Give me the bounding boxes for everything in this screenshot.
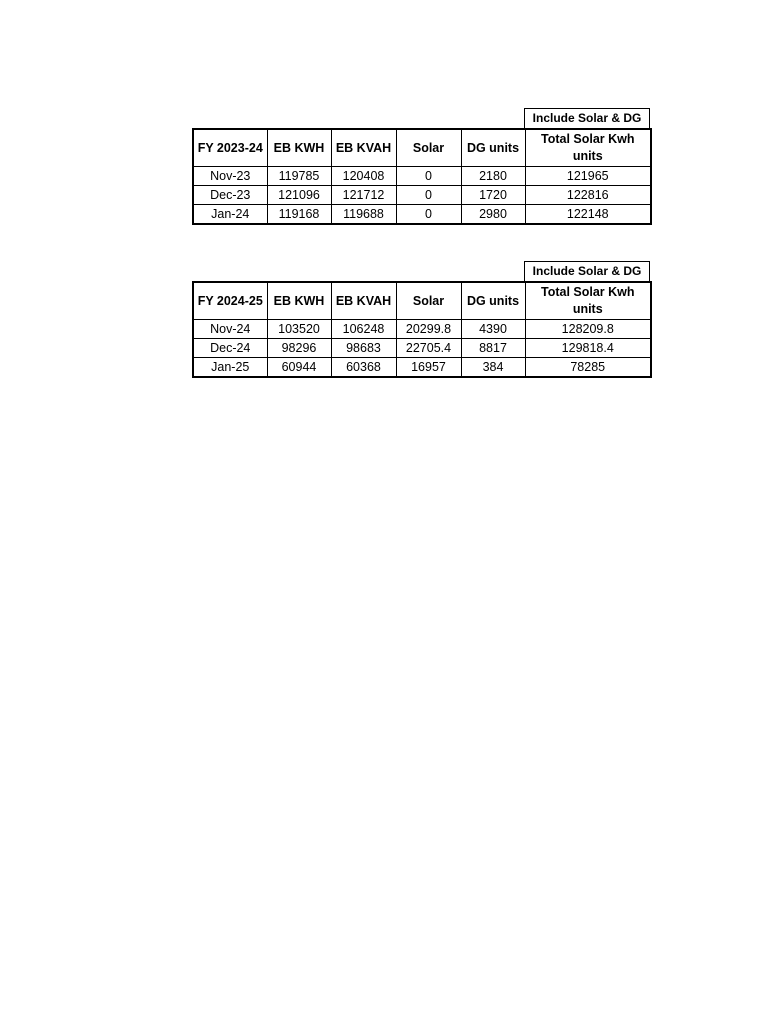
table-cell: 78285 [525,358,651,378]
table-cell: 20299.8 [396,320,461,339]
table-cell: 22705.4 [396,339,461,358]
header-row [193,129,651,167]
table-cell: 98683 [331,339,396,358]
table-row [193,320,651,339]
table-cell: Jan-24 [193,205,267,225]
table-cell: Dec-23 [193,186,267,205]
column-header-dg-units: DG units [461,129,525,167]
column-header-total: Total Solar Kwh units [525,282,651,320]
table-cell: Nov-23 [193,167,267,186]
table-row [193,339,651,358]
table-cell: 0 [396,186,461,205]
column-header-fy: FY 2023-24 [193,129,267,167]
table-cell: 2180 [461,167,525,186]
column-header-fy: FY 2024-25 [193,282,267,320]
energy-table-fy-2023-24 [192,108,650,225]
column-header-eb-kwh: EB KWH [267,129,331,167]
table-row [193,167,651,186]
table-cell: Jan-25 [193,358,267,378]
table-cell: 106248 [331,320,396,339]
column-header-dg-units: DG units [461,282,525,320]
column-header-eb-kvah: EB KVAH [331,282,396,320]
data-table [192,128,652,225]
table-cell: 119168 [267,205,331,225]
table-cell: 384 [461,358,525,378]
table-cell: 98296 [267,339,331,358]
include-solar-dg-header: Include Solar & DG [524,108,650,128]
table-cell: 128209.8 [525,320,651,339]
column-header-eb-kwh: EB KWH [267,282,331,320]
header-row [193,282,651,320]
include-header-row [192,108,650,128]
energy-table-fy-2024-25 [192,261,650,378]
table-cell: 119785 [267,167,331,186]
table-cell: 121712 [331,186,396,205]
table-cell: 8817 [461,339,525,358]
column-header-eb-kvah: EB KVAH [331,129,396,167]
table-cell: 2980 [461,205,525,225]
include-header-row [192,261,650,281]
table-row [193,186,651,205]
table-cell: 60368 [331,358,396,378]
include-solar-dg-header: Include Solar & DG [524,261,650,281]
table-cell: 119688 [331,205,396,225]
column-header-solar: Solar [396,129,461,167]
table-cell: Dec-24 [193,339,267,358]
table-row [193,358,651,378]
table-cell: 16957 [396,358,461,378]
table-cell: 0 [396,205,461,225]
table-cell: 0 [396,167,461,186]
table-cell: Nov-24 [193,320,267,339]
table-cell: 120408 [331,167,396,186]
table-cell: 103520 [267,320,331,339]
column-header-solar: Solar [396,282,461,320]
data-table [192,281,652,378]
table-cell: 121965 [525,167,651,186]
table-cell: 121096 [267,186,331,205]
table-cell: 4390 [461,320,525,339]
table-cell: 60944 [267,358,331,378]
table-cell: 1720 [461,186,525,205]
table-row [193,205,651,225]
column-header-total: Total Solar Kwh units [525,129,651,167]
table-cell: 129818.4 [525,339,651,358]
table-cell: 122148 [525,205,651,225]
table-cell: 122816 [525,186,651,205]
